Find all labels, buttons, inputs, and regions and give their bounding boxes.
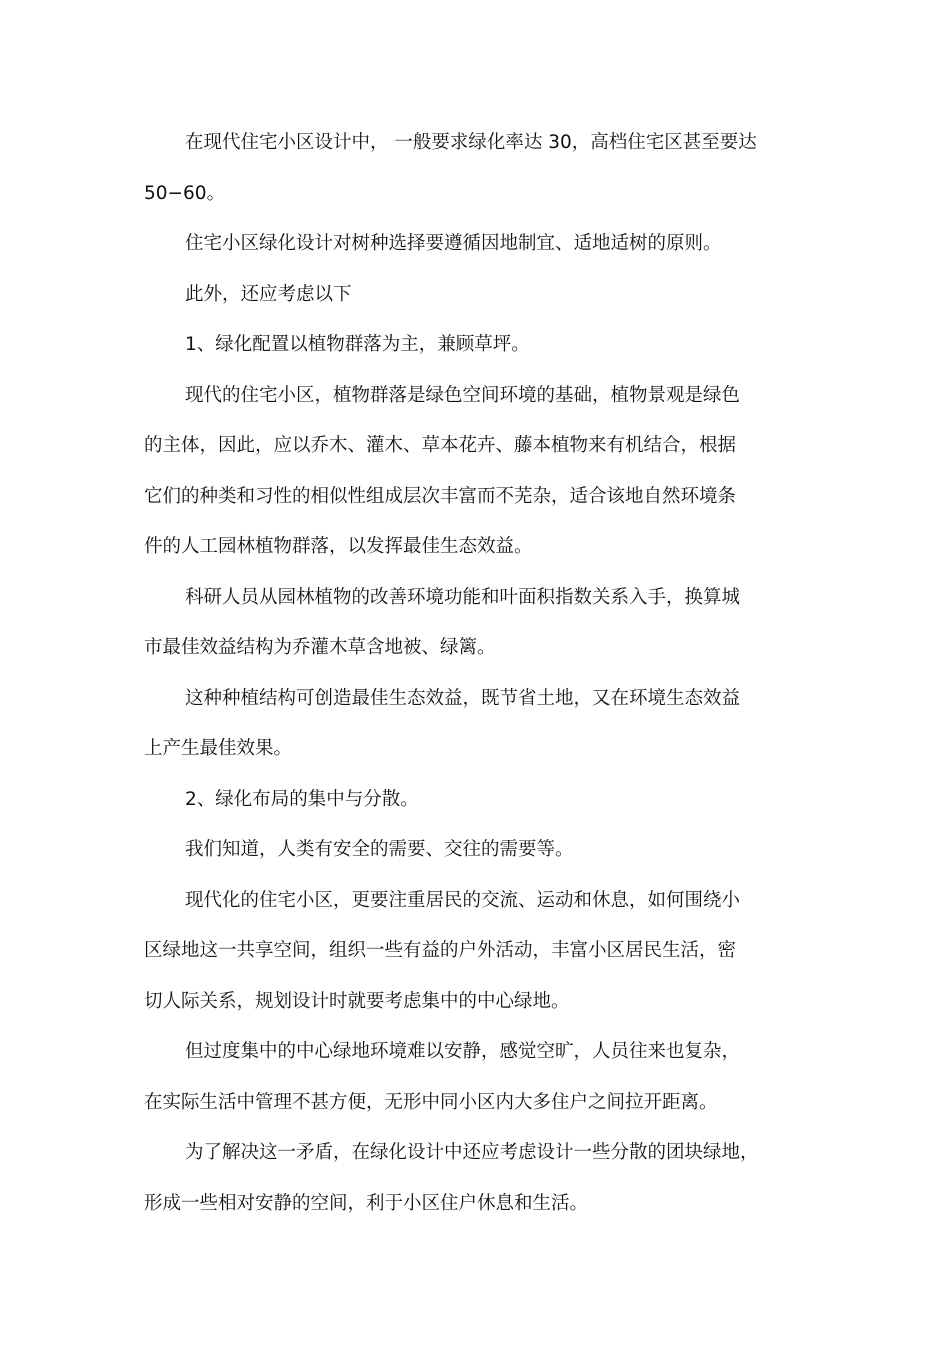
text-line: 为了解决这一矛盾，在绿化设计中还应考虑设计一些分散的团块绿地， <box>185 1142 759 1163</box>
text-line: 切人际关系，规划设计时就要考虑集中的中心绿地。 <box>144 990 570 1012</box>
text-line: 件的人工园林植物群落，以发挥最佳生态效益。 <box>144 536 533 557</box>
text-line: 上产生最佳效果。 <box>144 738 293 759</box>
paragraph <box>144 775 804 826</box>
text-line: 科研人员从园林植物的改善环境功能和叶面积指数关系入手，换算城 <box>185 586 741 608</box>
text-line: 现代的住宅小区，植物群落是绿色空间环境的基础，植物景观是绿色 <box>185 384 741 406</box>
text-line: 在现代住宅小区设计中， 一般要求绿化率达 30，高档住宅区甚至要达 <box>185 132 757 153</box>
paragraph <box>144 876 804 1028</box>
paragraph <box>144 371 804 573</box>
text-line: 2、绿化布局的集中与分散。 <box>185 788 419 810</box>
text-line: 现代化的住宅小区，更要注重居民的交流、运动和休息，如何围绕小 <box>185 889 741 911</box>
text-line: 的主体，因此，应以乔木、灌木、草本花卉、藤本植物来有机结合，根据 <box>144 435 737 456</box>
paragraph <box>144 825 804 876</box>
text-line: 市最佳效益结构为乔灌木草含地被、绿篱。 <box>144 637 496 658</box>
paragraph <box>144 118 804 219</box>
text-line: 但过度集中的中心绿地环境难以安静，感觉空旷，人员往来也复杂， <box>185 1041 741 1062</box>
text-line: 住宅小区绿化设计对树种选择要遵循因地制宜、适地适树的原则。 <box>185 233 722 254</box>
text-line: 它们的种类和习性的相似性组成层次丰富而不芜杂，适合该地自然环境条 <box>144 485 737 507</box>
text-line: 1、绿化配置以植物群落为主，兼顾草坪。 <box>185 334 530 355</box>
text-line: 50−60。 <box>144 182 226 204</box>
paragraph <box>144 270 804 321</box>
paragraph <box>144 1027 804 1128</box>
paragraph <box>144 320 804 371</box>
paragraph <box>144 674 804 775</box>
text-line: 区绿地这一共享空间，组织一些有益的户外活动，丰富小区居民生活，密 <box>144 940 737 961</box>
paragraph <box>144 219 804 270</box>
text-line: 这种种植结构可创造最佳生态效益，既节省土地，又在环境生态效益 <box>185 687 741 709</box>
document-body <box>144 118 804 1229</box>
text-line: 在实际生活中管理不甚方便，无形中同小区内大多住户之间拉开距离。 <box>144 1091 718 1113</box>
paragraph <box>144 1128 804 1229</box>
text-line: 我们知道，人类有安全的需要、交往的需要等。 <box>185 839 574 860</box>
text-line: 形成一些相对安静的空间，利于小区住户休息和生活。 <box>144 1192 589 1214</box>
text-line: 此外，还应考虑以下 <box>185 283 352 305</box>
paragraph <box>144 573 804 674</box>
